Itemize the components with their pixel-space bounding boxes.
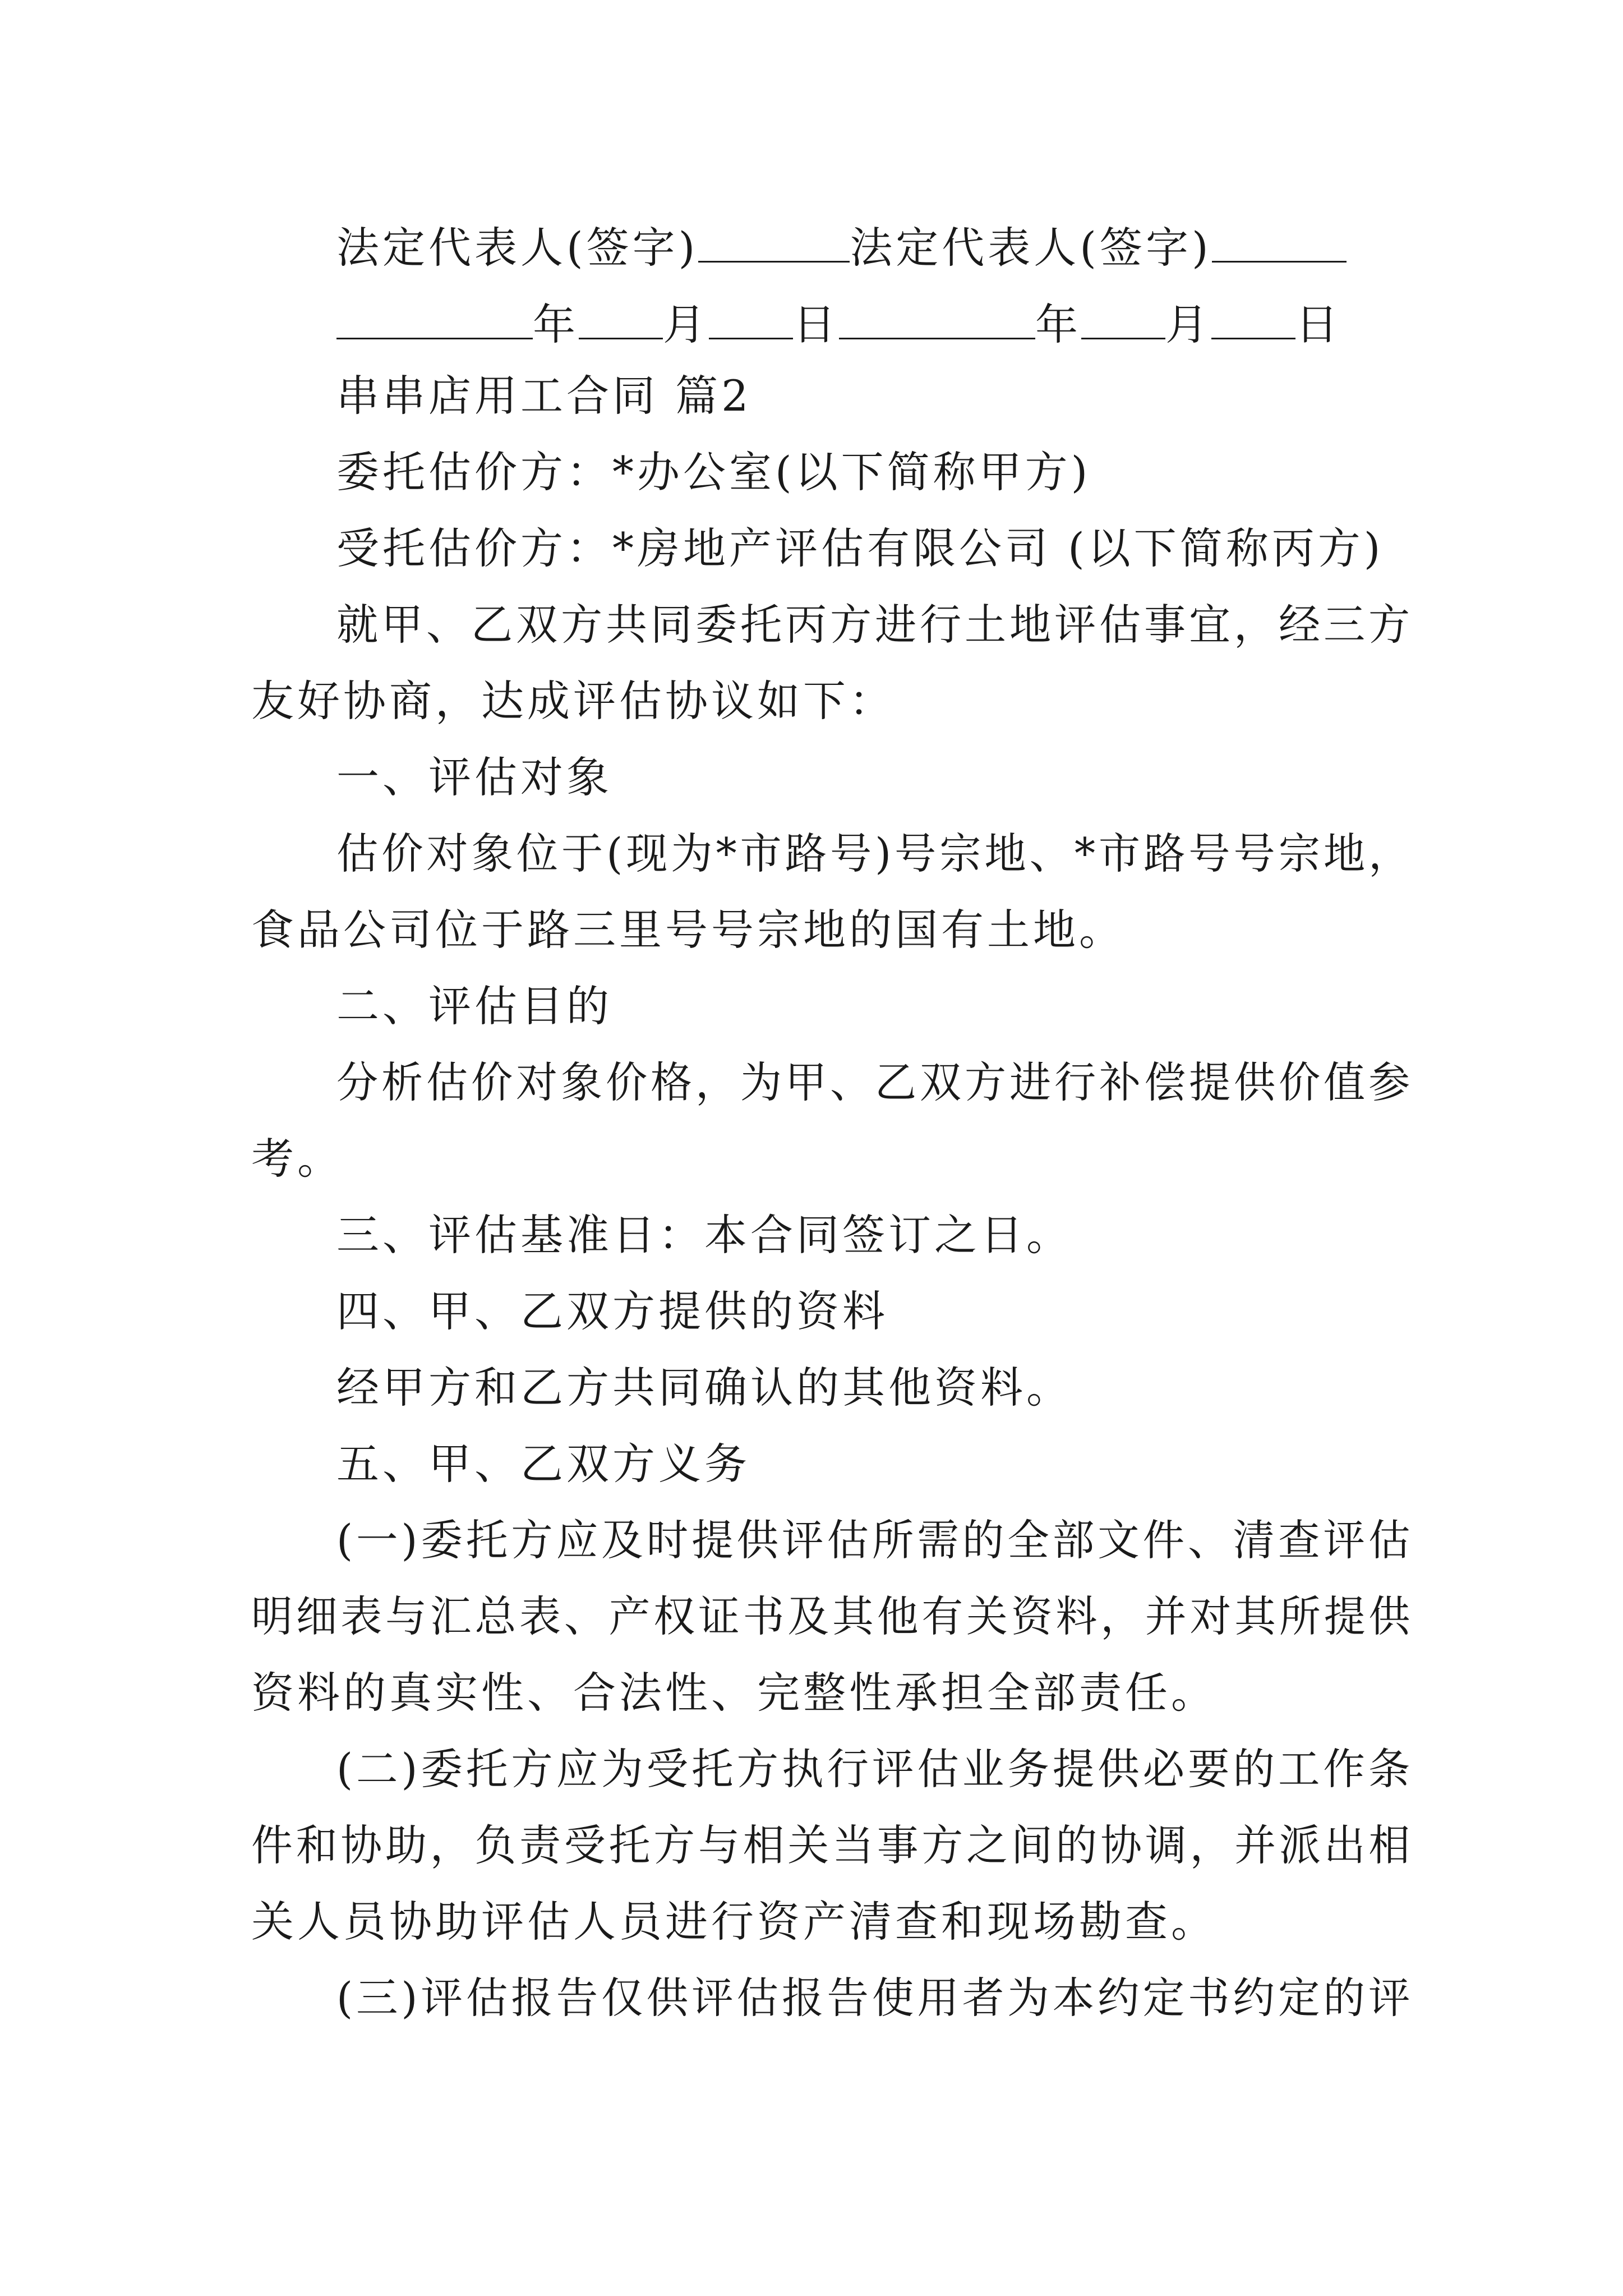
text-line: 友好协商，达成评估协议如下： bbox=[251, 676, 895, 726]
month-blank-right bbox=[1081, 298, 1165, 339]
year-blank-right bbox=[839, 298, 1035, 339]
text-line: 委托估价方：*办公室(以下简称甲方) bbox=[336, 447, 1091, 497]
text-line: 考。 bbox=[251, 1134, 343, 1184]
text-line: (一)委托方应及时提供评估所需的全部文件、清查评估 bbox=[336, 1515, 1414, 1565]
text-line: 二、评估目的 bbox=[336, 981, 612, 1031]
text-line: 就甲、乙双方共同委托丙方进行土地评估事宜，经三方 bbox=[336, 600, 1413, 650]
month-label-left: 月 bbox=[663, 300, 709, 349]
text-line: 五、甲、乙双方义务 bbox=[336, 1439, 750, 1489]
text-line: 明细表与汇总表、产权证书及其他有关资料，并对其所提供 bbox=[251, 1591, 1414, 1641]
text-line: 经甲方和乙方共同确认的其他资料。 bbox=[336, 1363, 1072, 1412]
year-label-right: 年 bbox=[1035, 300, 1081, 349]
text-line: 一、评估对象 bbox=[336, 752, 612, 802]
year-blank-left bbox=[336, 298, 533, 339]
section-heading: 串串店用工合同 篇2 bbox=[336, 371, 752, 421]
signature-blank-left bbox=[698, 222, 850, 263]
day-label-right: 日 bbox=[1295, 300, 1341, 349]
text-line: 资料的真实性、合法性、完整性承担全部责任。 bbox=[251, 1668, 1217, 1718]
text-line: 三、评估基准日：本合同签订之日。 bbox=[336, 1210, 1072, 1260]
text-line: 估价对象位于(现为*市路号)号宗地、*市路号号宗地， bbox=[336, 829, 1414, 878]
date-line bbox=[336, 298, 1341, 349]
month-blank-left bbox=[579, 298, 663, 339]
text-line: (二)委托方应为受托方执行评估业务提供必要的工作条 bbox=[336, 1744, 1414, 1794]
signature-blank-right bbox=[1212, 222, 1347, 263]
text-line: 受托估价方：*房地产评估有限公司 (以下简称丙方) bbox=[336, 523, 1384, 573]
legal-rep-label-left: 法定代表人(签字) bbox=[336, 223, 699, 273]
month-label-right: 月 bbox=[1165, 300, 1211, 349]
day-label-left: 日 bbox=[793, 300, 839, 349]
legal-rep-label-right: 法定代表人(签字) bbox=[850, 223, 1212, 273]
year-label-left: 年 bbox=[533, 300, 579, 349]
day-blank-left bbox=[709, 298, 793, 339]
text-line: 食品公司位于路三里号号宗地的国有土地。 bbox=[251, 905, 1125, 955]
text-line: (三)评估报告仅供评估报告使用者为本约定书约定的评 bbox=[336, 1973, 1414, 2023]
day-blank-right bbox=[1211, 298, 1295, 339]
text-line: 四、甲、乙双方提供的资料 bbox=[336, 1286, 888, 1336]
signature-line bbox=[336, 222, 1347, 273]
text-line: 件和协助，负责受托方与相关当事方之间的协调，并派出相 bbox=[251, 1820, 1414, 1870]
text-line: 分析估价对象价格，为甲、乙双方进行补偿提供价值参 bbox=[336, 1057, 1413, 1107]
text-line: 关人员协助评估人员进行资产清查和现场勘查。 bbox=[251, 1897, 1217, 1947]
